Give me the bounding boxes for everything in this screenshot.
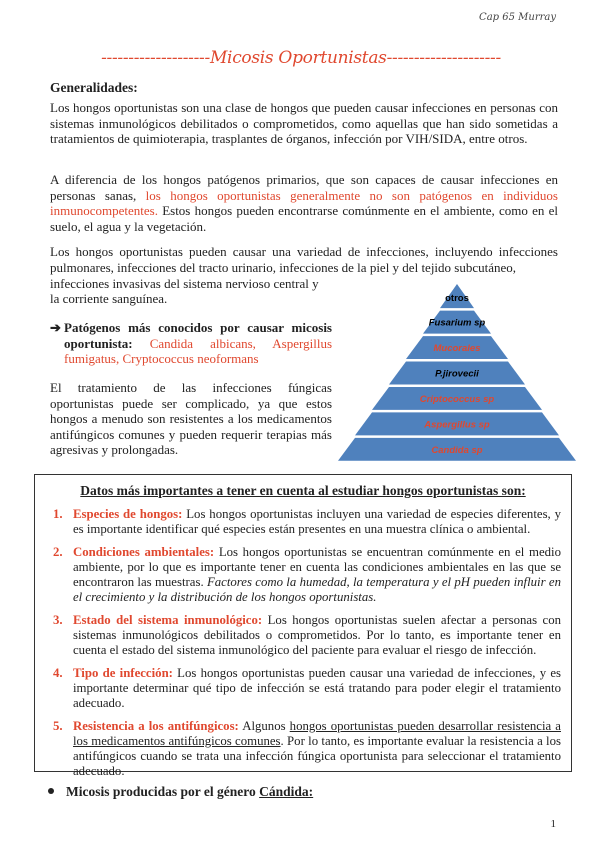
item-number: 2. <box>53 545 63 559</box>
paragraph-definition: Los hongos oportunistas son una clase de hongos que pueden causar infecciones en personas con sistemas inmunológicos debilitados o comprometidos, como aquellas que han sido sometidas a tratamientos de quimioterapia, trasplantes de órganos, infección por VIH/SIDA, entre otros. <box>50 100 558 146</box>
paragraph-treatment: El tratamiento de las infecciones fúngicas oportunistas puede ser complicado, ya que estos hongos a menudo son resistentes a los medicamentos antifúngicos comunes y pueden requerir terapias más agresivas y prolongadas. <box>50 380 332 457</box>
candida-section-bullet <box>48 784 313 800</box>
page-number: 1 <box>550 818 556 830</box>
arrow-icon: ➔ <box>50 320 61 335</box>
item-number: 3. <box>53 613 63 627</box>
item-number: 5. <box>53 719 63 733</box>
item-label: Resistencia a los antifúngicos: <box>73 719 239 733</box>
pyramid-level-label: Aspergillus sp <box>424 419 490 431</box>
pathogens-list: Candida albicans, Aspergillus fumigatus, Cryptococcus neoformans <box>64 335 332 366</box>
item-number: 4. <box>53 666 63 680</box>
pyramid-level-label: otros <box>445 293 469 305</box>
comparison-text-a: A diferencia de los hongos patógenos primarios, que son capaces de causar infecciones en personas sanas, <box>50 172 558 203</box>
item-text: Los hongos oportunistas pueden causar una variedad de infecciones, y es importante determinar qué tipo de infección se está tratando para poder elegir el tratamiento adecuado. <box>73 666 561 710</box>
item-italic-text: Factores como la humedad, la temperatura y el pH pueden influir en el crecimiento y la distribución de los hongos oportunistas. <box>73 575 561 604</box>
key-facts-box <box>34 474 572 778</box>
key-facts-heading: Datos más importantes a tener en cuenta al estudiar hongos oportunistas son: <box>80 483 526 498</box>
pyramid-level-label: Fusarium sp <box>428 317 486 329</box>
paragraph-infections-line4: la corriente sanguínea. <box>50 291 168 306</box>
comparison-highlight: los hongos oportunistas generalmente no son patógenos en individuos inmunocompetentes. <box>50 187 558 218</box>
comparison-text-b: Estos hongos pueden encontrarse comúnmente en el ambiente, como en el suelo, el agua y la vegetación. <box>50 203 558 234</box>
key-fact-item <box>45 545 561 605</box>
pyramid-level-label: P.jirovecii <box>435 368 479 380</box>
bullet-underlined: Cándida: <box>259 784 314 799</box>
item-label: Condiciones ambientales: <box>73 545 215 559</box>
pathogen-frequency-pyramid <box>338 284 576 462</box>
key-fact-item <box>45 507 561 537</box>
item-label: Tipo de infección: <box>73 666 173 680</box>
item-label: Estado del sistema inmunológico: <box>73 613 263 627</box>
item-text: Los hongos oportunistas se encuentran comúnmente en el medio ambiente, por lo que es importante tener en cuenta las condiciones ambientales en las que se encontraron las muestras. <box>73 545 561 589</box>
pathogens-label: Patógenos más conocidos por causar micosis oportunista: <box>64 320 332 351</box>
item-underlined-text: hongos oportunistas pueden desarrollar resistencia a los medicamentos antifúngicos comunes <box>73 719 561 748</box>
key-fact-item <box>45 666 561 711</box>
item-text: Algunos <box>238 719 290 733</box>
key-fact-item <box>45 613 561 658</box>
bullet-icon <box>48 788 54 794</box>
item-number: 1. <box>53 507 63 521</box>
section-heading-generalidades: Generalidades: <box>50 80 138 95</box>
chapter-reference: Cap 65 Murray <box>479 12 556 23</box>
pyramid-level-label: Mucorales <box>433 343 481 355</box>
pathogens-block <box>50 320 332 367</box>
pyramid-level-label: Candida sp <box>431 444 483 456</box>
bullet-text: Micosis producidas por el género <box>66 784 260 799</box>
paragraph-comparison <box>50 172 558 234</box>
item-text: Los hongos oportunistas incluyen una variedad de especies diferentes, y es importante identificar qué especies están presentes en una muestra clínica o ambiental. <box>73 507 561 536</box>
item-text: Los hongos oportunistas suelen afectar a personas con sistemas inmunológicos debilitados o comprometidos. Por lo tanto, es importante tener en cuenta el estado del sistema inmunológico del paciente para evaluar el riesgo de infección. <box>73 613 561 657</box>
item-text-end: . Por lo tanto, es importante evaluar la resistencia a los antifúngicos cuando se trata una infección fúngica oportunista para seleccionar el tratamiento adecuado. <box>73 734 561 778</box>
key-fact-item <box>45 719 561 779</box>
item-label: Especies de hongos: <box>73 507 183 521</box>
pyramid-level-label: Criptococcus sp <box>419 393 495 405</box>
paragraph-infections: Los hongos oportunistas pueden causar una variedad de infecciones, incluyendo infecciones pulmonares, infecciones del tracto urinario, infecciones de la piel y del tejido subcutáneo, <box>50 244 558 275</box>
page-title: --------------------Micosis Oportunistas--------------------- <box>101 48 501 68</box>
paragraph-infections-line3: infecciones invasivas del sistema nervioso central y <box>50 275 319 291</box>
